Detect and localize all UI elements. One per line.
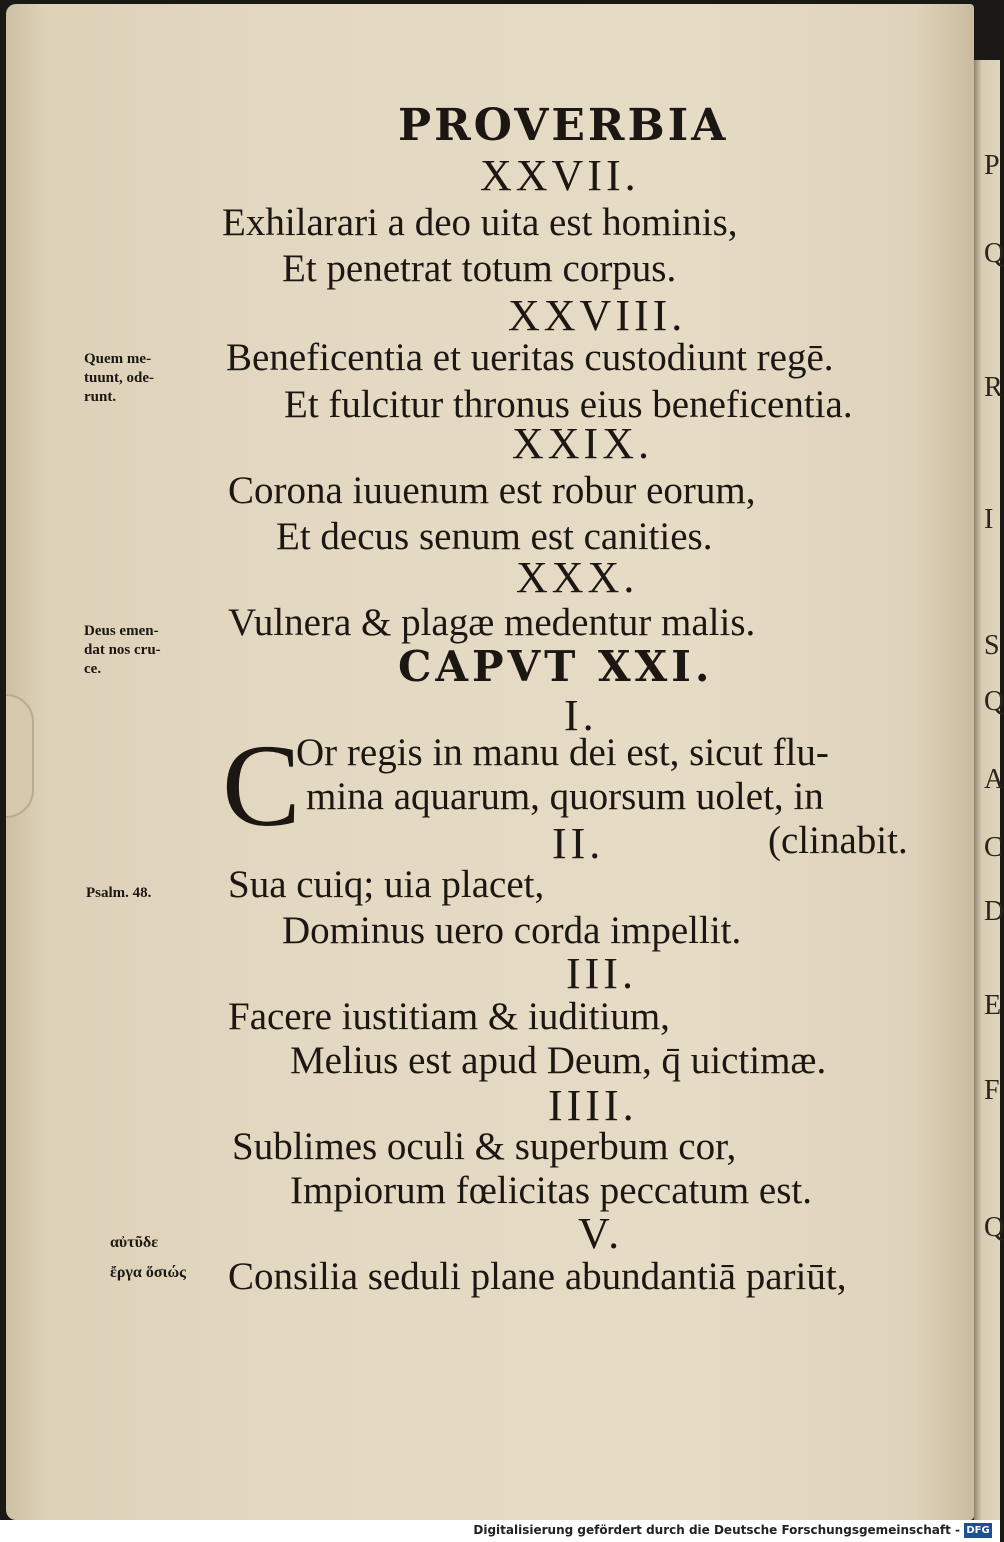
edge-letter: A xyxy=(984,764,1004,795)
verse-line: Sua cuiq; uia placet, xyxy=(228,863,545,906)
verse-line: Sublimes oculi & superbum cor, xyxy=(232,1125,737,1168)
verse-number: XXVIII. xyxy=(508,291,687,340)
verse-line: Impiorum fœlicitas peccatum est. xyxy=(290,1169,813,1212)
page-notch xyxy=(6,694,34,818)
verse-number: XXX. xyxy=(516,553,639,602)
edge-letter: C xyxy=(984,832,1003,863)
verse-line: Or regis in manu dei est, sicut flu- xyxy=(296,731,829,774)
edge-letter: F xyxy=(984,1075,1000,1106)
drop-cap-initial: C xyxy=(222,720,301,851)
verse-line: Exhilarari a deo uita est hominis, xyxy=(222,201,738,244)
edge-letter: D xyxy=(984,896,1004,927)
verse-line: Vulnera & plagæ medentur malis. xyxy=(228,601,756,644)
verse-number: IIII. xyxy=(548,1081,638,1130)
verse-line: Et decus senum est canities. xyxy=(276,515,713,558)
edge-letter: S xyxy=(984,630,1000,661)
edge-letter: Q xyxy=(984,238,1004,269)
edge-letter: E xyxy=(984,990,1002,1021)
footer-credit: Digitalisierung gefördert durch die Deutsche Forschungsgemeinschaft - xyxy=(473,1523,960,1537)
margin-note: Deus emen- dat nos cru- ce. xyxy=(84,623,161,677)
margin-note: Quem me- tuunt, ode- runt. xyxy=(84,351,155,405)
verse-number: XXVII. xyxy=(480,151,640,200)
verse-line: Facere iustitiam & iuditium, xyxy=(228,995,670,1038)
verse-number: III. xyxy=(566,949,637,998)
digitization-footer xyxy=(0,1520,1000,1542)
verse-line: Beneficentia et ueritas custodiunt regē. xyxy=(226,336,834,379)
verse-line: Melius est apud Deum, q̄ uictimæ. xyxy=(290,1039,827,1082)
verse-line: Et penetrat totum corpus. xyxy=(282,247,677,290)
page-title: PROVERBIA xyxy=(398,100,729,151)
verse-line: Corona iuuenum est robur eorum, xyxy=(228,469,756,512)
edge-letter: Q xyxy=(984,686,1004,717)
verse-line: Et fulcitur thronus eius beneficentia. xyxy=(284,383,853,426)
verse-number: II. xyxy=(552,819,605,868)
margin-note: Psalm. 48. xyxy=(86,885,152,901)
verse-number: I. xyxy=(564,691,598,740)
edge-letter: R xyxy=(984,372,1003,403)
verse-number: XXIX. xyxy=(512,419,653,468)
chapter-heading: CAPVT XXI. xyxy=(398,642,714,691)
verse-line: mina aquarum, quorsum uolet, in xyxy=(306,775,824,818)
verse-line: Consilia seduli plane abundantiā pariūt, xyxy=(228,1255,847,1298)
edge-letter: I xyxy=(984,504,994,535)
verse-line: (clinabit. xyxy=(768,819,908,862)
verse-number: V. xyxy=(578,1209,624,1258)
dfg-logo: DFG xyxy=(964,1523,992,1538)
edge-letter: P xyxy=(984,150,1000,181)
verse-line: Dominus uero corda impellit. xyxy=(282,909,742,952)
edge-letter: Q xyxy=(984,1212,1004,1243)
margin-note-greek: αὐτῦδε ἔργα ὅσιώς xyxy=(110,1234,186,1281)
